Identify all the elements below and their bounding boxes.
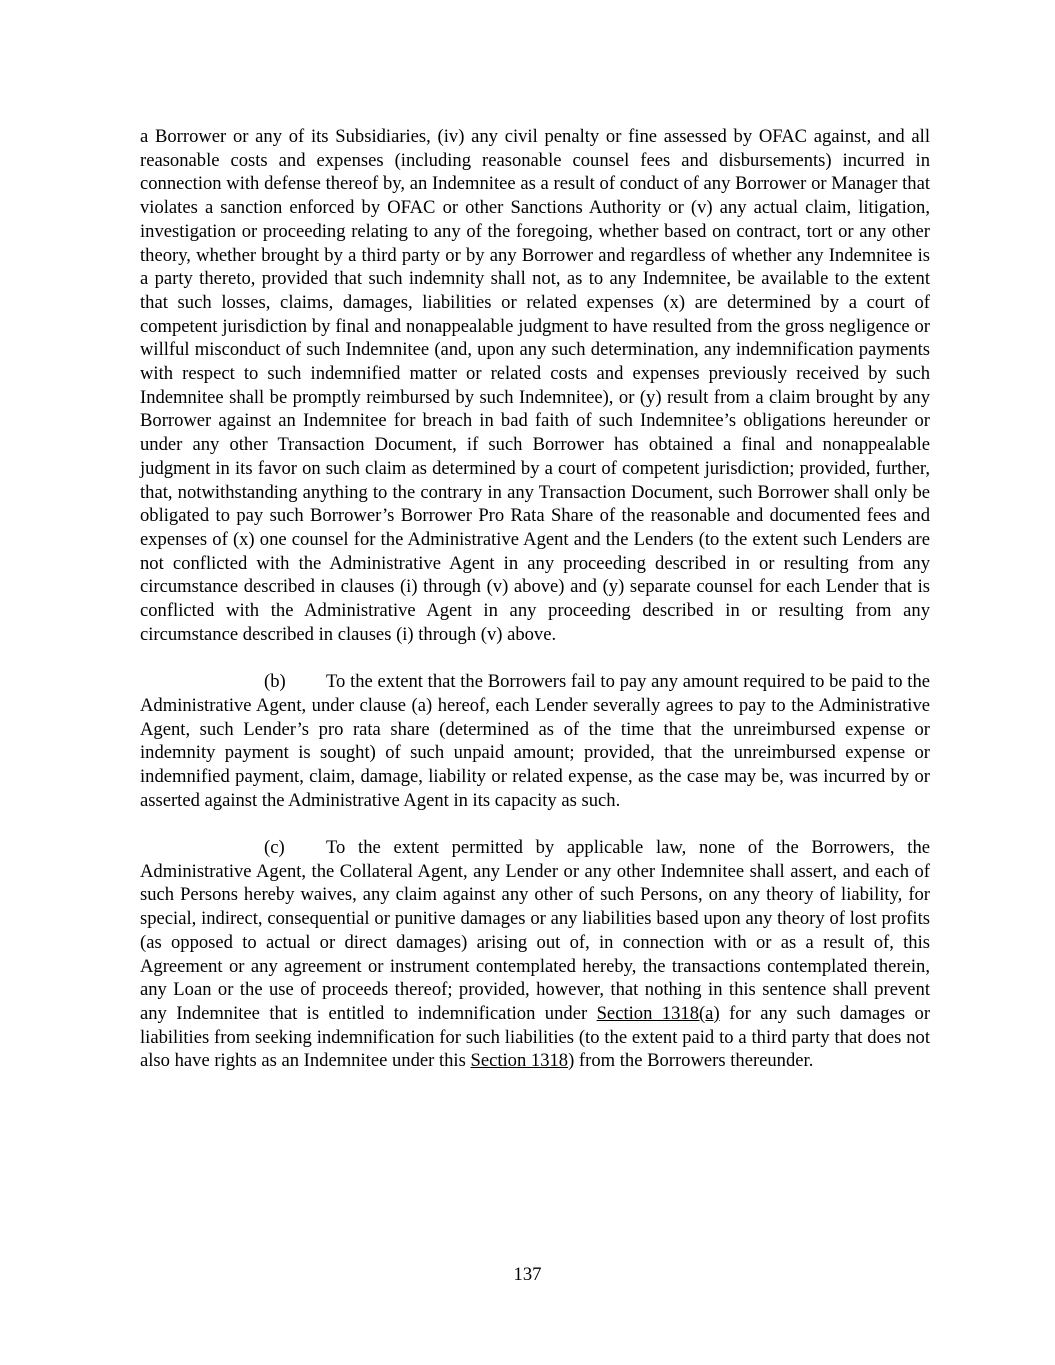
document-page bbox=[140, 125, 930, 1097]
paragraph-c-text-1: To the extent permitted by applicable law, none of the Borrowers, the Administrative Agent, the Collateral Agent, any Lender or any other Indemnitee shall assert, and each of such Persons hereby waives, any claim against any other of such Persons, on any theory of liability, for special, indirect, consequential or punitive damages or any liabilities based upon any theory of lost profits (as opposed to actual or direct damages) arising out of, in connection with or as a result of, this Agreement or any agreement or instrument contemplated hereby, the transactions contemplated therein, any Loan or the use of proceeds thereof; provided, however, that nothing in this sentence shall prevent any Indemnitee that is entitled to indemnification under bbox=[140, 837, 930, 1024]
paragraph-b bbox=[140, 670, 930, 812]
paragraph-c-label: (c) bbox=[264, 837, 285, 859]
paragraph-c-text-3: ) from the Borrowers thereunder. bbox=[568, 1050, 814, 1072]
page-number: 137 bbox=[513, 1264, 542, 1285]
paragraph-c-text-2: for any such damages or liabilities from seeking indemnification for such liabilities (to the extent paid to a third party that does not also have rights as an Indemnitee under this bbox=[140, 1002, 931, 1072]
paragraph-b-text: To the extent that the Borrowers fail to pay any amount required to be paid to the Administrative Agent, under clause (a) hereof, each Lender severally agrees to pay to the Administrative Agent, such Lender’s pro rata share (determined as of the time that the unreimbursed expense or indemnity payment is sought) of such unpaid amount; provided, that the unreimbursed expense or indemnified payment, claim, damage, liability or related expense, as the case may be, was incurred by or asserted against the Administrative Agent in its capacity as such. bbox=[140, 671, 930, 811]
paragraph-c bbox=[140, 836, 930, 1073]
section-reference-1318: Section 1318 bbox=[470, 1050, 569, 1072]
paragraph-b-label: (b) bbox=[264, 671, 286, 693]
paragraph-a-continued: a Borrower or any of its Subsidiaries, (iv) any civil penalty or fine assessed by OFAC against, and all reasonable costs and expenses (including reasonable counsel fees and disbursements) incurred in connection with defense thereof by, an Indemnitee as a result of conduct of any Borrower or Manager that violates a sanction enforced by OFAC or other Sanctions Authority or (v) any actual claim, litigation, investigation or proceeding relating to any of the foregoing, whether based on contract, tort or any other theory, whether brought by a third party or by any Borrower and regardless of whether any Indemnitee is a party thereto, provided that such indemnity shall not, as to any Indemnitee, be available to the extent that such losses, claims, damages, liabilities or related expenses (x) are determined by a court of competent jurisdiction by final and nonappealable judgment to have resulted from the gross negligence or willful misconduct of such Indemnitee (and, upon any such determination, any indemnification payments with respect to such indemnified matter or related costs and expenses previously received by such Indemnitee shall be promptly reimbursed by such Indemnitee), or (y) result from a claim brought by any Borrower against an Indemnitee for breach in bad faith of such Indemnitee’s obligations hereunder or under any other Transaction Document, if such Borrower has obtained a final and nonappealable judgment in its favor on such claim as determined by a court of competent jurisdiction; provided, further, that, notwithstanding anything to the contrary in any Transaction Document, such Borrower shall only be obligated to pay such Borrower’s Borrower Pro Rata Share of the reasonable and documented fees and expenses of (x) one counsel for the Administrative Agent and the Lenders (to the extent such Lenders are not conflicted with the Administrative Agent in any proceeding described in or resulting from any circumstance described in clauses (i) through (v) above) and (y) separate counsel for each Lender that is conflicted with the Administrative Agent in any proceeding described in or resulting from any circumstance described in clauses (i) through (v) above. bbox=[140, 126, 930, 645]
section-reference-1318a: Section 1318(a) bbox=[596, 1002, 720, 1024]
